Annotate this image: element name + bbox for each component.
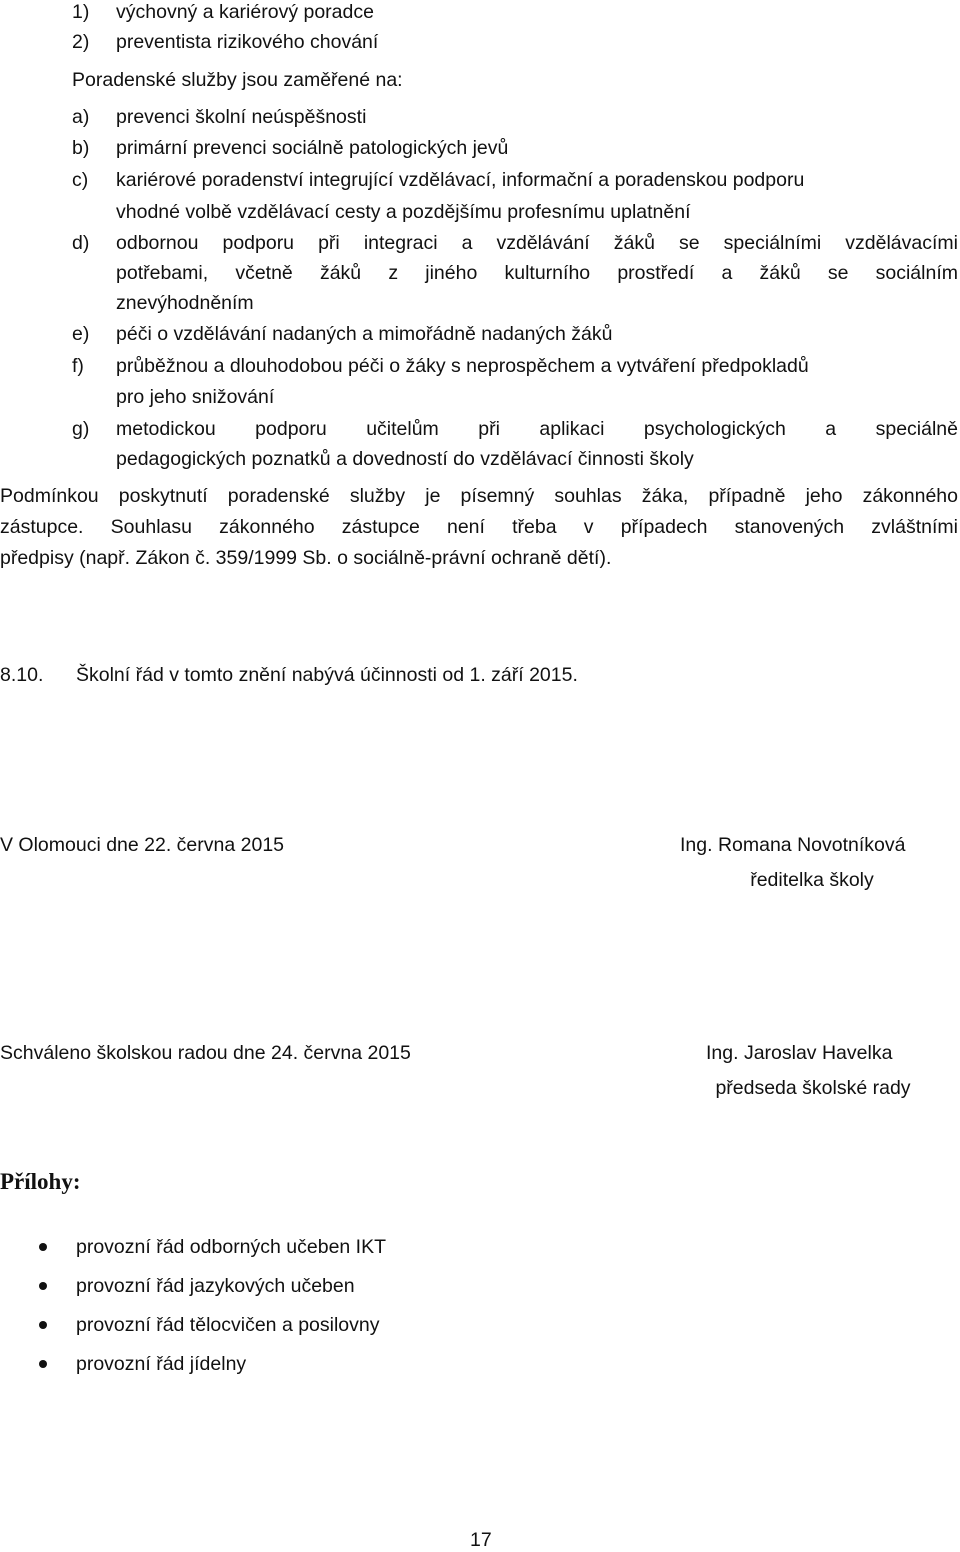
approval-role: předseda školské rady [715,1077,911,1099]
bullet-icon [39,1321,47,1329]
section-number: 8.10. [0,664,44,686]
page-number: 17 [470,1529,492,1551]
service-d-line-3: znevýhodněním [116,292,254,314]
service-e: péči o vzdělávání nadaných a mimořádně nadaných žáků [116,323,613,345]
consent-line-2: zástupce. Souhlasu zákonného zástupce není třeba v případech stanovených zvláštními [0,516,958,538]
attachment-item: provozní řád tělocvičen a posilovny [76,1314,380,1336]
service-c-line-2: vhodné volbě vzdělávací cesty a pozdějšímu profesnímu uplatnění [116,201,691,223]
service-g-line-2: pedagogických poznatků a dovedností do vzdělávací činnosti školy [116,448,694,470]
signature-name: Ing. Romana Novotníková [680,834,906,856]
services-intro: Poradenské služby jsou zaměřené na: [72,69,403,91]
signature-place-date: V Olomouci dne 22. června 2015 [0,834,285,856]
bullet-icon [39,1243,47,1251]
bullet-icon [39,1360,47,1368]
approval-place-date: Schváleno školskou radou dne 24. června 2015 [0,1042,411,1064]
service-letter-g: g) [72,418,90,440]
service-d-line-1: odbornou podporu při integraci a vzdělávání žáků se speciálními vzdělávacími [116,232,958,254]
list-number: 1) [72,1,90,23]
service-letter-e: e) [72,323,90,345]
section-text: Školní řád v tomto znění nabývá účinnosti od 1. září 2015. [76,664,578,686]
service-f-line-1: průběžnou a dlouhodobou péči o žáky s neprospěchem a vytváření předpokladů [116,355,809,377]
service-letter-a: a) [72,106,90,128]
service-letter-b: b) [72,137,90,159]
service-letter-d: d) [72,232,90,254]
attachment-item: provozní řád jazykových učeben [76,1275,355,1297]
list-number: 2) [72,31,90,53]
approval-name: Ing. Jaroslav Havelka [706,1042,893,1064]
list-item: výchovný a kariérový poradce [116,1,374,23]
service-b: primární prevenci sociálně patologických jevů [116,137,509,159]
service-d-line-2: potřebami, včetně žáků z jiného kulturního prostředí a žáků se sociálním [116,262,958,284]
attachments-heading: Přílohy: [0,1169,81,1194]
consent-line-1: Podmínkou poskytnutí poradenské služby je písemný souhlas žáka, případně jeho zákonného [0,485,958,507]
service-a: prevenci školní neúspěšnosti [116,106,367,128]
attachment-item: provozní řád jídelny [76,1353,247,1375]
list-item: preventista rizikového chování [116,31,379,53]
signature-role: ředitelka školy [750,869,874,891]
bullet-icon [39,1282,47,1290]
service-c-line-1: kariérové poradenství integrující vzdělávací, informační a poradenskou podporu [116,169,805,191]
consent-line-3: předpisy (např. Zákon č. 359/1999 Sb. o sociálně-právní ochraně dětí). [0,547,612,569]
service-letter-c: c) [72,169,89,191]
attachment-item: provozní řád odborných učeben IKT [76,1236,387,1258]
service-f-line-2: pro jeho snižování [116,386,275,408]
service-letter-f: f) [72,355,84,377]
service-g-line-1: metodickou podporu učitelům při aplikaci psychologických a speciálně [116,418,958,440]
